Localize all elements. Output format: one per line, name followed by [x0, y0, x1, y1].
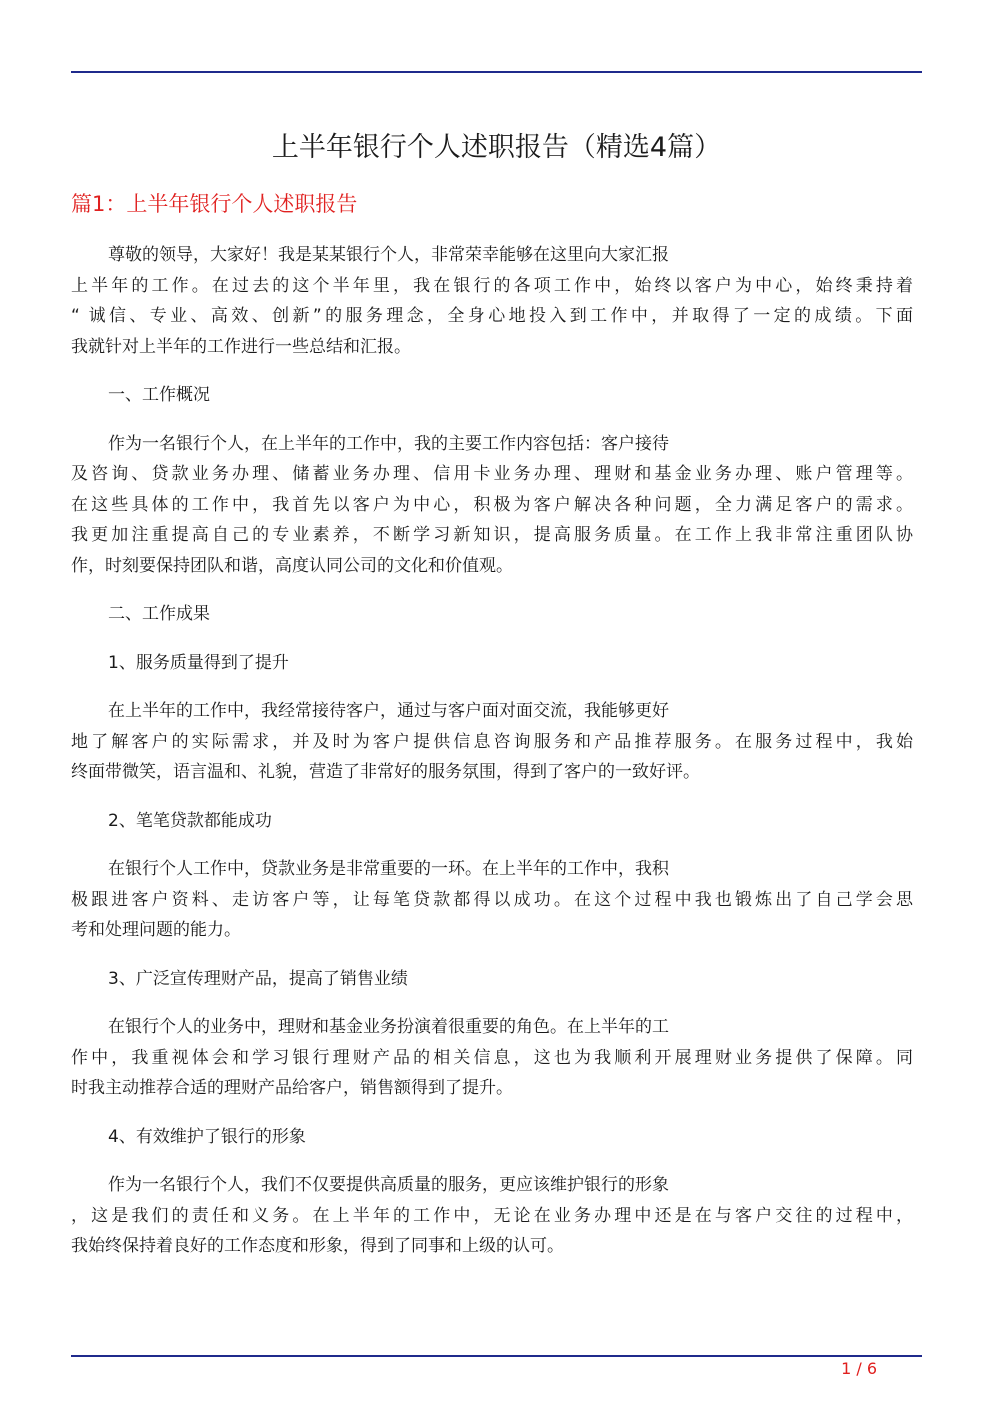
wealth-products-paragraph: [71, 1012, 913, 1104]
intro-paragraph: [71, 240, 913, 362]
text-line: 我更加注重提高自己的专业素养，不断学习新知识，提高服务质量。在工作上我非常注重团队协: [71, 525, 913, 545]
text-line: 时我主动推荐合适的理财产品给客户，销售额得到了提升。: [71, 1078, 513, 1098]
text-line: 作为一名银行个人，我们不仅要提供高质量的服务，更应该维护银行的形象: [108, 1175, 669, 1195]
document-title: 上半年银行个人述职报告（精选4篇）: [271, 132, 722, 163]
text-line: 极跟进客户资料、走访客户等，让每笔贷款都得以成功。在这个过程中我也锻炼出了自己学会思: [71, 889, 913, 910]
article-heading: 篇1：上半年银行个人述职报告: [71, 192, 358, 216]
overview-paragraph: [71, 429, 913, 582]
section-heading-overview: 一、工作概况: [108, 385, 210, 405]
footer-rule: [71, 1355, 922, 1357]
loans-paragraph: [71, 854, 913, 946]
text-line: ，这是我们的责任和义务。在上半年的工作中，无论在业务办理中还是在与客户交往的过程中，: [71, 1205, 913, 1226]
section-heading-results: 二、工作成果: [108, 604, 210, 624]
text-line: 我就针对上半年的工作进行一些总结和汇报。: [71, 336, 411, 357]
subheading-wealth-products: 3、广泛宣传理财产品，提高了销售业绩: [108, 968, 408, 989]
text-line: 考和处理问题的能力。: [71, 920, 241, 940]
bank-image-paragraph: [71, 1170, 913, 1262]
text-line: 在银行个人工作中，贷款业务是非常重要的一环。在上半年的工作中，我积: [108, 859, 669, 879]
text-line: 作为一名银行个人，在上半年的工作中，我的主要工作内容包括：客户接待: [108, 433, 669, 454]
text-line: 地了解客户的实际需求，并及时为客户提供信息咨询服务和产品推荐服务。在服务过程中，我始: [71, 731, 913, 752]
text-line: 上半年的工作。在过去的这个半年里，我在银行的各项工作中，始终以客户为中心，始终秉持着: [71, 275, 913, 296]
text-line: 尊敬的领导，大家好！我是某某银行个人，非常荣幸能够在这里向大家汇报: [108, 245, 669, 265]
subheading-service-quality: 1、服务质量得到了提升: [108, 652, 289, 673]
text-line: 在上半年的工作中，我经常接待客户，通过与客户面对面交流，我能够更好: [108, 701, 669, 721]
text-line: 在银行个人的业务中，理财和基金业务扮演着很重要的角色。在上半年的工: [108, 1017, 669, 1037]
document-body: [71, 240, 913, 1262]
text-line: 作，时刻要保持团队和谐，高度认同公司的文化和价值观。: [71, 555, 513, 576]
subheading-bank-image: 4、有效维护了银行的形象: [108, 1126, 306, 1147]
subheading-loans: 2、笔笔贷款都能成功: [108, 810, 272, 831]
text-line: “ 诚信、专业、高效、创新”的服务理念，全身心地投入到工作中，并取得了一定的成绩。下面: [71, 306, 913, 326]
text-line: 及咨询、贷款业务办理、储蓄业务办理、信用卡业务办理、理财和基金业务办理、账户管理等。: [71, 464, 913, 484]
service-quality-paragraph: [71, 696, 913, 788]
header-rule: [71, 71, 922, 73]
text-line: 在这些具体的工作中，我首先以客户为中心，积极为客户解决各种问题，全力满足客户的需求。: [71, 494, 913, 515]
page-number: 1 / 6: [841, 1359, 877, 1378]
text-line: 作中，我重视体会和学习银行理财产品的相关信息，这也为我顺利开展理财业务提供了保障。同: [71, 1047, 913, 1068]
text-line: 终面带微笑，语言温和、礼貌，营造了非常好的服务氛围，得到了客户的一致好评。: [71, 762, 700, 782]
text-line: 我始终保持着良好的工作态度和形象，得到了同事和上级的认可。: [71, 1236, 564, 1256]
